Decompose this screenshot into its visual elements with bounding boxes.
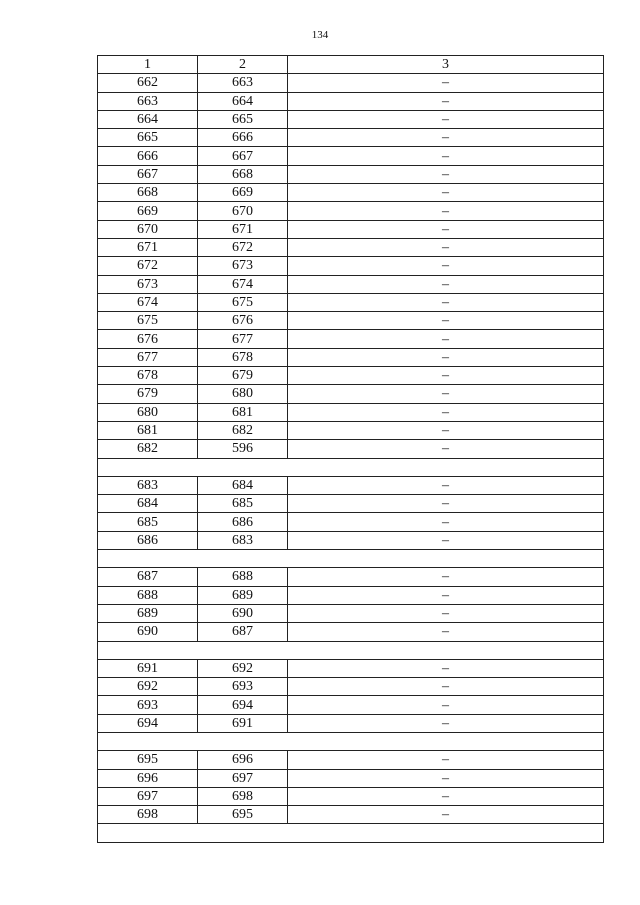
table-cell-col-3: – [288, 568, 604, 586]
table-cell-col-1: 679 [98, 385, 198, 403]
table-cell-col-3: – [288, 769, 604, 787]
table-row [98, 202, 604, 220]
table-cell-col-1: 691 [98, 659, 198, 677]
table-row [98, 604, 604, 622]
table-cell-col-1: 672 [98, 257, 198, 275]
table-cell-col-2: 673 [198, 257, 288, 275]
table-row [98, 275, 604, 293]
table-cell-col-3: – [288, 202, 604, 220]
separator-cell [98, 824, 604, 842]
table-cell-col-2: 675 [198, 293, 288, 311]
table-cell-col-1: 676 [98, 330, 198, 348]
separator-row [98, 641, 604, 659]
table-cell-col-1: 683 [98, 476, 198, 494]
table-cell-col-2: 682 [198, 421, 288, 439]
table-cell-col-3: – [288, 367, 604, 385]
separator-cell [98, 732, 604, 750]
table-cell-col-1: 697 [98, 787, 198, 805]
table-cell-col-3: – [288, 659, 604, 677]
table-cell-col-3: – [288, 220, 604, 238]
table-row [98, 147, 604, 165]
table-row [98, 769, 604, 787]
table-cell-col-3: – [288, 403, 604, 421]
table-cell-col-2: 674 [198, 275, 288, 293]
table-cell-col-1: 664 [98, 110, 198, 128]
table-cell-col-2: 692 [198, 659, 288, 677]
table-cell-col-1: 666 [98, 147, 198, 165]
table-cell-col-1: 667 [98, 165, 198, 183]
table-row [98, 92, 604, 110]
table-row [98, 238, 604, 256]
table-cell-col-1: 662 [98, 74, 198, 92]
table-cell-col-2: 667 [198, 147, 288, 165]
table-cell-col-2: 689 [198, 586, 288, 604]
table-row [98, 110, 604, 128]
table-cell-col-3: – [288, 385, 604, 403]
table-cell-col-1: 680 [98, 403, 198, 421]
table-row [98, 714, 604, 732]
table-row [98, 476, 604, 494]
table-row [98, 531, 604, 549]
table-cell-col-1: 673 [98, 275, 198, 293]
table-cell-col-3: – [288, 110, 604, 128]
table-row [98, 806, 604, 824]
table-row [98, 659, 604, 677]
table-cell-col-3: – [288, 74, 604, 92]
table-cell-col-2: 686 [198, 513, 288, 531]
table-cell-col-2: 685 [198, 495, 288, 513]
table-cell-col-3: – [288, 92, 604, 110]
table-cell-col-2: 696 [198, 751, 288, 769]
table-cell-col-3: – [288, 714, 604, 732]
separator-cell [98, 550, 604, 568]
table-cell-col-3: – [288, 586, 604, 604]
table-cell-col-1: 689 [98, 604, 198, 622]
table-cell-col-2: 680 [198, 385, 288, 403]
table-cell-col-2: 683 [198, 531, 288, 549]
separator-row [98, 550, 604, 568]
table-cell-col-2: 697 [198, 769, 288, 787]
table-cell-col-2: 676 [198, 312, 288, 330]
table-cell-col-2: 671 [198, 220, 288, 238]
separator-row [98, 732, 604, 750]
table-row [98, 421, 604, 439]
table-header-row [98, 56, 604, 74]
table-cell-col-1: 686 [98, 531, 198, 549]
table-cell-col-1: 669 [98, 202, 198, 220]
table-cell-col-2: 687 [198, 623, 288, 641]
table-cell-col-3: – [288, 476, 604, 494]
table-cell-col-3: – [288, 238, 604, 256]
table-cell-col-1: 675 [98, 312, 198, 330]
table-cell-col-1: 694 [98, 714, 198, 732]
table-cell-col-1: 668 [98, 184, 198, 202]
table-cell-col-2: 695 [198, 806, 288, 824]
table-cell-col-3: – [288, 275, 604, 293]
header-cell-1: 1 [98, 56, 198, 74]
table-row [98, 696, 604, 714]
separator-row [98, 824, 604, 842]
table-cell-col-2: 672 [198, 238, 288, 256]
table-cell-col-2: 693 [198, 678, 288, 696]
table-cell-col-2: 666 [198, 129, 288, 147]
table-cell-col-3: – [288, 348, 604, 366]
table-cell-col-1: 693 [98, 696, 198, 714]
table-row [98, 330, 604, 348]
table-cell-col-1: 681 [98, 421, 198, 439]
table-row [98, 257, 604, 275]
table-row [98, 440, 604, 458]
table-row [98, 348, 604, 366]
table-cell-col-1: 670 [98, 220, 198, 238]
table-cell-col-3: – [288, 257, 604, 275]
table-cell-col-3: – [288, 421, 604, 439]
table-cell-col-2: 691 [198, 714, 288, 732]
table-cell-col-1: 688 [98, 586, 198, 604]
header-cell-2: 2 [198, 56, 288, 74]
table-cell-col-2: 669 [198, 184, 288, 202]
table-cell-col-2: 668 [198, 165, 288, 183]
table-cell-col-3: – [288, 147, 604, 165]
table-cell-col-2: 677 [198, 330, 288, 348]
table-cell-col-1: 677 [98, 348, 198, 366]
table-cell-col-2: 698 [198, 787, 288, 805]
table-cell-col-3: – [288, 806, 604, 824]
table-row [98, 367, 604, 385]
table-cell-col-1: 663 [98, 92, 198, 110]
table-row [98, 74, 604, 92]
table-cell-col-3: – [288, 440, 604, 458]
table-row [98, 385, 604, 403]
table-cell-col-3: – [288, 293, 604, 311]
table-row [98, 678, 604, 696]
table-cell-col-1: 684 [98, 495, 198, 513]
table-cell-col-1: 671 [98, 238, 198, 256]
table-cell-col-3: – [288, 495, 604, 513]
table-row [98, 751, 604, 769]
separator-row [98, 458, 604, 476]
separator-cell [98, 641, 604, 659]
table-cell-col-1: 690 [98, 623, 198, 641]
table-cell-col-3: – [288, 312, 604, 330]
table-row [98, 586, 604, 604]
data-table [97, 55, 604, 843]
table-cell-col-3: – [288, 678, 604, 696]
table-cell-col-2: 679 [198, 367, 288, 385]
table-cell-col-3: – [288, 696, 604, 714]
table-cell-col-1: 692 [98, 678, 198, 696]
table-cell-col-1: 696 [98, 769, 198, 787]
table-cell-col-3: – [288, 330, 604, 348]
table-cell-col-2: 681 [198, 403, 288, 421]
table-cell-col-1: 682 [98, 440, 198, 458]
separator-cell [98, 458, 604, 476]
table-cell-col-3: – [288, 165, 604, 183]
table-body [98, 56, 604, 843]
table-cell-col-3: – [288, 513, 604, 531]
table-cell-col-3: – [288, 751, 604, 769]
table-cell-col-2: 665 [198, 110, 288, 128]
table-cell-col-2: 690 [198, 604, 288, 622]
table-cell-col-3: – [288, 184, 604, 202]
table-cell-col-2: 694 [198, 696, 288, 714]
table-cell-col-1: 678 [98, 367, 198, 385]
table-cell-col-3: – [288, 129, 604, 147]
table-cell-col-3: – [288, 531, 604, 549]
header-cell-3: 3 [288, 56, 604, 74]
table-cell-col-1: 674 [98, 293, 198, 311]
table-cell-col-3: – [288, 787, 604, 805]
table-row [98, 787, 604, 805]
table-row [98, 623, 604, 641]
table-row [98, 312, 604, 330]
table-cell-col-2: 663 [198, 74, 288, 92]
table-row [98, 403, 604, 421]
table-cell-col-1: 665 [98, 129, 198, 147]
table-row [98, 184, 604, 202]
table-cell-col-3: – [288, 604, 604, 622]
table-cell-col-2: 678 [198, 348, 288, 366]
table-row [98, 513, 604, 531]
table-cell-col-1: 685 [98, 513, 198, 531]
table-row [98, 220, 604, 238]
table-cell-col-1: 695 [98, 751, 198, 769]
table-cell-col-2: 670 [198, 202, 288, 220]
table-cell-col-2: 664 [198, 92, 288, 110]
table-row [98, 165, 604, 183]
table-row [98, 129, 604, 147]
page-number: 134 [311, 29, 329, 41]
table-row [98, 293, 604, 311]
table-row [98, 495, 604, 513]
table-cell-col-1: 698 [98, 806, 198, 824]
table-cell-col-1: 687 [98, 568, 198, 586]
table-cell-col-2: 596 [198, 440, 288, 458]
table-cell-col-2: 684 [198, 476, 288, 494]
table-row [98, 568, 604, 586]
table-cell-col-3: – [288, 623, 604, 641]
table-cell-col-2: 688 [198, 568, 288, 586]
